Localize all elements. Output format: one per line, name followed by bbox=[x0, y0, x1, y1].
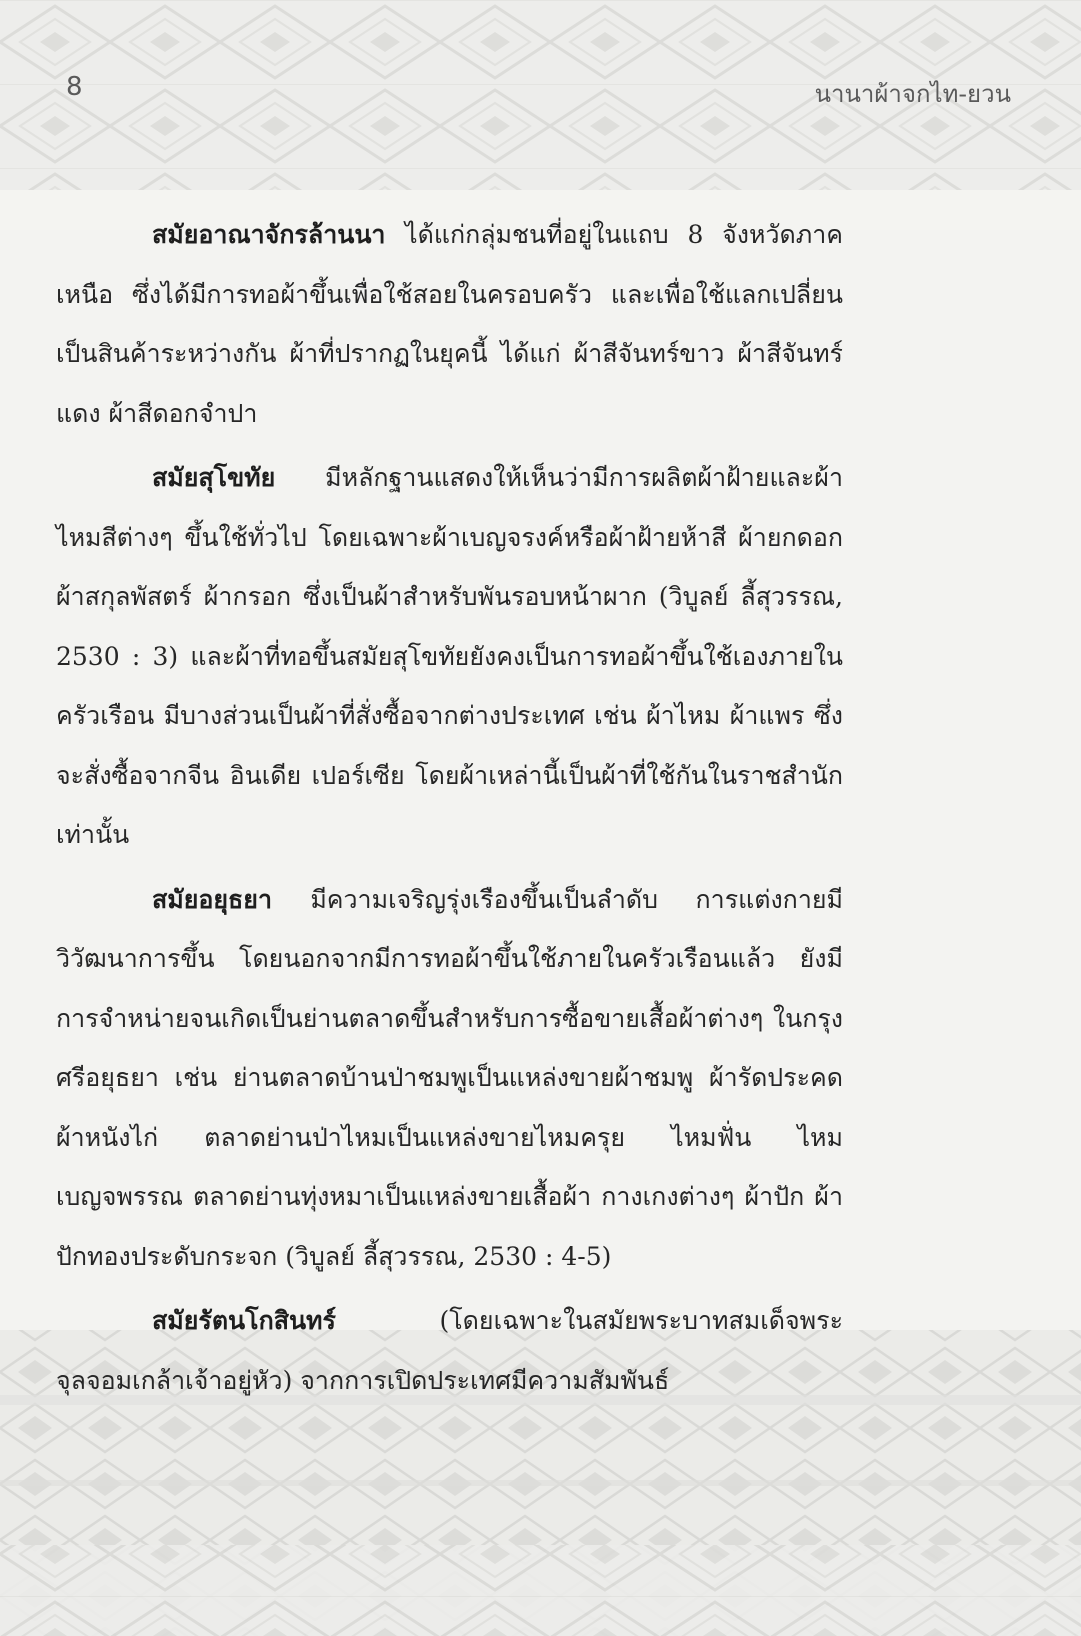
section-heading-sukhothai: สมัยสุโขทัย bbox=[152, 463, 326, 492]
paragraph-text-lanna: ได้แก่กลุ่มชนที่อยู่ในแถบ 8 จังหวัดภาคเหนือ ซึ่งได้มีการทอผ้าขึ้นเพื่อใช้สอยในครอบครัว และเพื่อใช้แลกเปลี่ยนเป็นสินค้าระหว่างกัน ผ้าที่ปรากฏในยุคนี้ ได้แก่ ผ้าสีจันทร์ขาว ผ้าสีจันทร์แดง ผ้าสีดอกจำปา bbox=[56, 220, 843, 428]
section-heading-ayutthaya: สมัยอยุธยา bbox=[152, 884, 311, 914]
paragraph-text-sukhothai: มีหลักฐานแสดงให้เห็นว่ามีการผลิตผ้าฝ้ายและผ้าไหมสีต่างๆ ขึ้นใช้ทั่วไป โดยเฉพาะผ้าเบญจรงค์หรือผ้าฝ้ายห้าสี ผ้ายกดอก ผ้าสกุลพัสตร์ ผ้ากรอก ซึ่งเป็นผ้าสำหรับพันรอบหน้าผาก (วิบูลย์ ลี้สุวรรณ, 2530 : 3) และผ้าที่ทอขึ้นสมัยสุโขทัยยังคงเป็นการทอผ้าขึ้นใช้เองภายในครัวเรือน มีบางส่วนเป็นผ้าที่สั่งซื้อจากต่างประเทศ เช่น ผ้าไหม ผ้าแพร ซึ่งจะสั่งซื้อจากจีน อินเดีย เปอร์เซีย โดยผ้าเหล่านี้เป็นผ้าที่ใช้กันในราชสำนักเท่านั้น bbox=[56, 463, 843, 849]
section-heading-lanna: สมัยอาณาจักรล้านนา bbox=[152, 220, 406, 249]
body-text bbox=[56, 205, 843, 1415]
paragraph-rattanakosin bbox=[56, 1291, 843, 1410]
paragraph-text-ayutthaya: มีความเจริญรุ่งเรืองขึ้นเป็นลำดับ การแต่งกายมีวิวัฒนาการขึ้น โดยนอกจากมีการทอผ้าขึ้นใช้ภายในครัวเรือนแล้ว ยังมีการจำหน่ายจนเกิดเป็นย่านตลาดขึ้นสำหรับการซื้อขายเสื้อผ้าต่างๆ ในกรุงศรีอยุธยา เช่น ย่านตลาดบ้านป่าชมพูเป็นแหล่งขายผ้าชมพู ผ้ารัดประคด ผ้าหนังไก่ ตลาดย่านป่าไหมเป็นแหล่งขายไหมครุย ไหมฟั่น ไหมเบญจพรรณ ตลาดย่านทุ่งหมาเป็นแหล่งขายเสื้อผ้า กางเกงต่างๆ ผ้าปัก ผ้าปักทองประดับกระจก (วิบูลย์ ลี้สุวรรณ, 2530 : 4-5) bbox=[56, 884, 843, 1271]
paragraph-lanna bbox=[56, 205, 843, 443]
paragraph-text-rattanakosin: (โดยเฉพาะในสมัยพระบาทสมเด็จพระจุลจอมเกล้าเจ้าอยู่หัว) จากการเปิดประเทศมีความสัมพันธ์ bbox=[56, 1306, 843, 1395]
running-header-title: นานาผ้าจกไท-ยวน bbox=[814, 80, 1011, 108]
section-heading-rattanakosin: สมัยรัตนโกสินทร์ bbox=[152, 1306, 440, 1335]
paragraph-ayutthaya bbox=[56, 870, 843, 1287]
paragraph-sukhothai bbox=[56, 448, 843, 865]
page-number: 8 bbox=[66, 72, 84, 102]
